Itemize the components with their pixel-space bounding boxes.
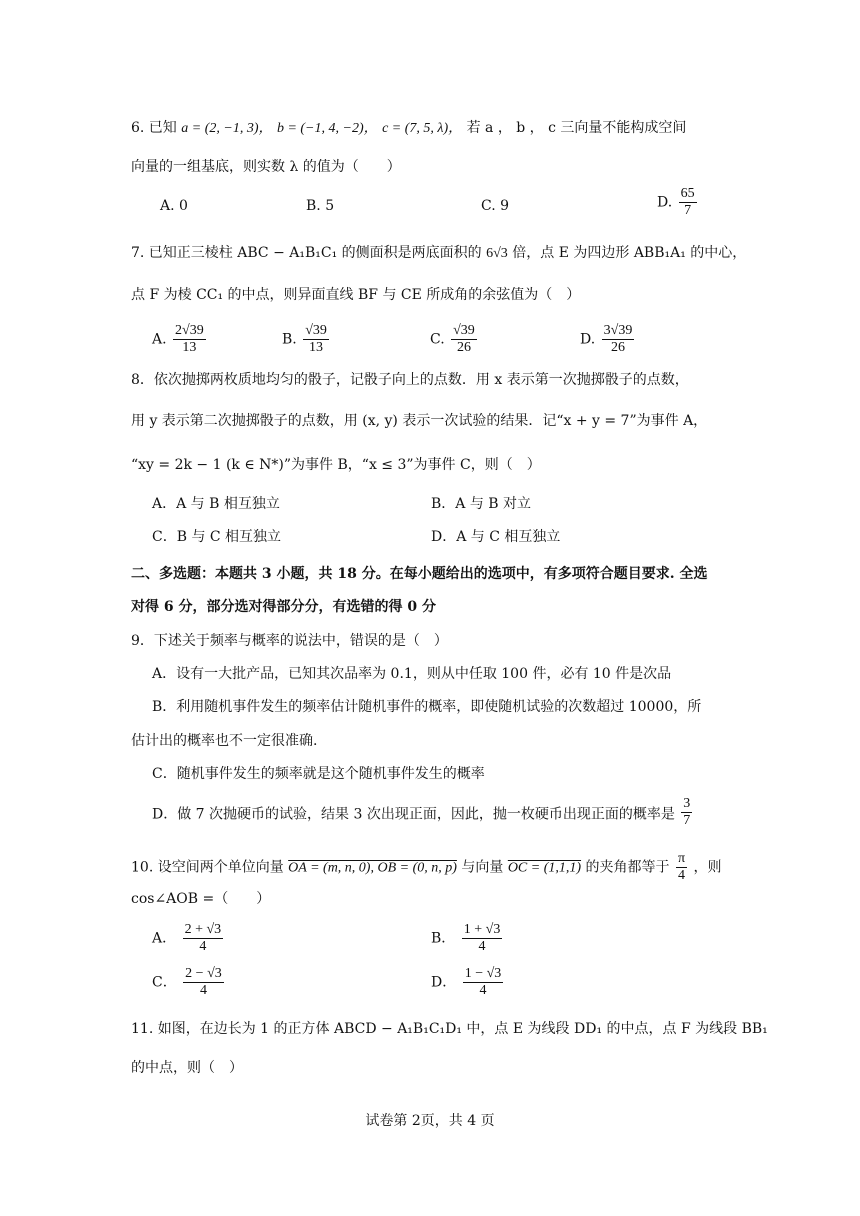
q6-vector-c: c = (7, 5, λ)， <box>382 121 463 136</box>
q7-option-a-fraction <box>173 323 206 356</box>
q10-option-c-numerator: 2 − √3 <box>185 966 222 981</box>
q10-line2: cos∠AOB =（ ） <box>131 891 271 907</box>
q6-option-a: A. 0 <box>160 198 188 214</box>
q7-option-b-denominator: 13 <box>309 340 324 355</box>
q10-angle-denominator: 4 <box>677 868 685 883</box>
q9-option-c: C．随机事件发生的频率就是这个随机事件发生的概率 <box>152 766 485 782</box>
q10-option-b <box>431 922 504 955</box>
q6-option-b: B. 5 <box>306 198 335 214</box>
q6-vector-b: b = (−1, 4, −2)， <box>276 121 378 136</box>
q7-option-d-denominator: 26 <box>610 340 625 355</box>
q9-stem: 9．下述关于频率与概率的说法中，错误的是（ ） <box>131 633 448 649</box>
q7-option-c-fraction <box>451 323 477 356</box>
q10-line1 <box>131 851 721 884</box>
q7-option-b-label: B. <box>282 331 297 348</box>
q10-option-d-denominator: 4 <box>479 983 487 998</box>
q9-option-d <box>152 798 694 831</box>
q7-option-c-numerator: √39 <box>453 323 475 338</box>
q10-vectors-oa-ob: OA = (m, n, 0), OB = (0, n, p) <box>288 860 457 876</box>
q7-option-d-numerator: 3√39 <box>603 323 633 338</box>
q7-option-a-denominator: 13 <box>182 340 197 355</box>
q10-option-d-label: D． <box>431 974 457 991</box>
q7-stem-part2: 倍，点 E 为四边形 ABB₁A₁ 的中心， <box>512 245 747 261</box>
q9-option-a: A．设有一大批产品，已知其次品率为 0.1，则从中任取 100 件，必有 10 件是次品 <box>152 666 672 682</box>
q10-option-a-label: A． <box>152 930 177 947</box>
q10-option-c-fraction <box>183 966 224 999</box>
q10-option-b-denominator: 4 <box>478 939 486 954</box>
q11-line1: 11. 如图，在边长为 1 的正方体 ABCD − A₁B₁C₁D₁ 中，点 E 为线段 DD₁ 的中点，点 F 为线段 BB₁ <box>131 1021 768 1037</box>
q7-option-b <box>282 323 331 356</box>
q7-option-c <box>430 323 479 356</box>
q10-option-b-fraction <box>462 922 503 955</box>
q10-option-b-label: B． <box>431 930 456 947</box>
q10-option-a-fraction <box>183 922 224 955</box>
q6-option-d <box>657 186 699 219</box>
page-footer: 试卷第 2页，共 4 页 <box>365 1113 495 1129</box>
q10-option-a <box>152 922 225 955</box>
q10-option-a-denominator: 4 <box>199 939 207 954</box>
q7-option-a-numerator: 2√39 <box>175 323 204 338</box>
q7-option-c-label: C. <box>430 331 445 348</box>
q10-stem-part4: ，则 <box>693 859 722 876</box>
q10-angle-numerator: π <box>677 851 686 866</box>
q10-option-c <box>152 966 226 999</box>
q9-option-d-fraction <box>681 796 692 829</box>
q10-option-d-numerator: 1 − √3 <box>464 966 502 981</box>
q10-stem-part1: 10. 设空间两个单位向量 <box>131 859 284 876</box>
q7-option-b-fraction <box>303 323 329 356</box>
q6-line2: 向量的一组基底，则实数 λ 的值为（ ） <box>131 159 401 175</box>
q10-stem-part2: 与向量 <box>461 859 504 876</box>
q10-option-d <box>431 966 505 999</box>
q7-option-a <box>152 323 208 356</box>
q7-line1 <box>131 243 746 264</box>
q6-vector-a: a = (2, −1, 3)， <box>181 121 273 136</box>
q10-vector-oc: OC = (1,1,1) <box>507 860 582 876</box>
q6-option-c: C. 9 <box>481 198 510 214</box>
q9-option-b-line2: 估计出的概率也不一定很准确. <box>131 733 318 749</box>
q10-option-c-denominator: 4 <box>199 983 207 998</box>
q9-option-d-denominator: 7 <box>683 813 691 828</box>
q8-option-d: D．A 与 C 相互独立 <box>431 529 561 545</box>
q7-option-d-label: D. <box>580 331 596 348</box>
q6-lead: 6. 已知 <box>131 120 177 136</box>
q7-option-c-denominator: 26 <box>456 340 471 355</box>
q6-option-d-fraction <box>679 186 697 219</box>
q10-stem-part3: 的夹角都等于 <box>585 859 670 876</box>
q7-stem-part1: 7. 已知正三棱柱 ABC − A₁B₁C₁ 的侧面积是两底面积的 <box>131 245 482 261</box>
q11-line2: 的中点，则（ ） <box>131 1060 243 1076</box>
q8-line2: 用 y 表示第二次抛掷骰子的点数，用 (x, y) 表示一次试验的结果．记“x + y = 7”为事件 A， <box>131 413 708 429</box>
q10-option-b-numerator: 1 + √3 <box>463 922 501 937</box>
q7-option-a-label: A. <box>152 331 167 348</box>
q6-option-d-numerator: 65 <box>680 186 695 201</box>
q7-option-b-numerator: √39 <box>305 323 327 338</box>
q6-option-d-label: D. <box>657 194 673 211</box>
q6-line1 <box>131 118 686 139</box>
q10-option-c-label: C． <box>152 974 177 991</box>
q8-line1: 8．依次抛掷两枚质地均匀的骰子，记骰子向上的点数．用 x 表示第一次抛掷骰子的点数， <box>131 372 689 388</box>
q9-option-b-line1: B．利用随机事件发生的频率估计随机事件的概率，即使随机试验的次数超过 10000，所 <box>152 699 702 715</box>
q7-line2: 点 F 为棱 CC₁ 的中点，则异面直线 BF 与 CE 所成角的余弦值为（ ） <box>131 287 581 303</box>
q10-angle-fraction <box>676 851 687 884</box>
q10-option-a-numerator: 2 + √3 <box>184 922 222 937</box>
q8-option-a: A．A 与 B 相互独立 <box>152 496 280 512</box>
q8-line3: “xy = 2k − 1 (k ∈ N*)”为事件 B，“x ≤ 3”为事件 C，则（ ） <box>131 457 541 473</box>
section2-heading-line1: 二、多选题：本题共 3 小题，共 18 分。在每小题给出的选项中，有多项符合题目要求. 全选 <box>131 566 708 582</box>
q7-ratio: 6√3 <box>486 246 508 261</box>
q7-option-d <box>580 323 636 356</box>
q6-option-d-denominator: 7 <box>684 203 692 218</box>
q7-option-d-fraction <box>602 323 635 356</box>
q6-condition: 若 a ， b ， c 三向量不能构成空间 <box>466 120 687 136</box>
section2-heading-line2: 对得 6 分，部分选对得部分分，有选错的得 0 分 <box>131 599 436 615</box>
q9-option-d-text: D．做 7 次抛硬币的试验，结果 3 次出现正面，因此，抛一枚硬币出现正面的概率是 <box>152 806 675 823</box>
q9-option-d-numerator: 3 <box>683 796 691 811</box>
q10-option-d-fraction <box>463 966 504 999</box>
q8-option-b: B．A 与 B 对立 <box>431 496 532 512</box>
q8-option-c: C．B 与 C 相互独立 <box>152 529 282 545</box>
